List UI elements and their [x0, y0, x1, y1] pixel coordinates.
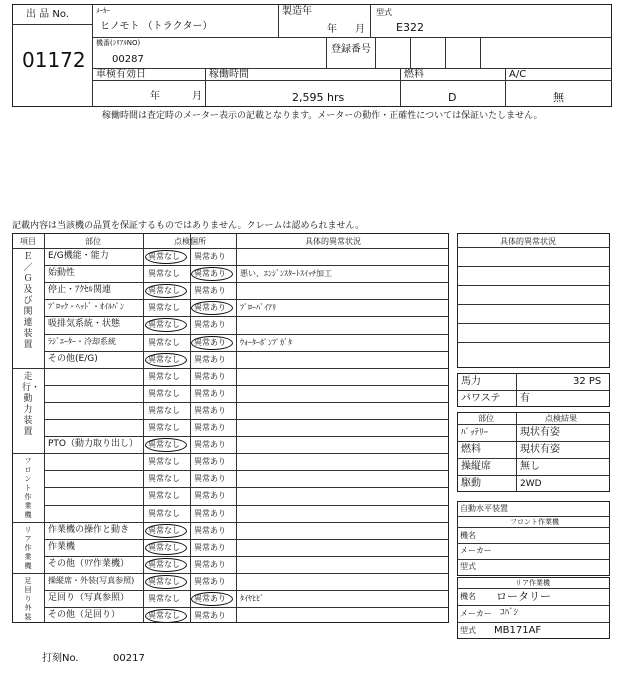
- status-ng: 異常あり: [194, 576, 226, 586]
- section-title: リア作業機: [24, 525, 32, 570]
- check-cab-value: 無し: [520, 461, 540, 472]
- row-part: E/G機能・能力: [48, 251, 109, 261]
- spec-hp-label: 馬力: [461, 376, 481, 387]
- table-row: [44, 299, 449, 316]
- row-part: 始動性: [48, 268, 76, 279]
- status-ng: 異常あり: [194, 371, 226, 381]
- checks-part-header: 部位: [478, 414, 494, 423]
- front-implement-title: フロント作業機: [510, 518, 559, 526]
- check-drive-value: 2WD: [520, 479, 542, 489]
- table-row: [44, 334, 449, 351]
- selected-status-circle: [191, 336, 233, 350]
- col-header-detail: 具体的異常状況: [305, 237, 361, 246]
- status-ng: 異常あり: [194, 559, 226, 569]
- status-ng: 異常あり: [194, 405, 226, 415]
- inspection-nen: 年: [150, 91, 160, 102]
- status-ok: 異常なし: [148, 508, 180, 518]
- inspection-label: 車検有効日: [96, 69, 146, 80]
- table-row: [44, 607, 449, 624]
- inspection-tsuki: 月: [192, 91, 202, 102]
- check-battery-value: 現状有姿: [520, 427, 560, 438]
- row-part: PTO（動力取り出し）: [48, 439, 139, 450]
- status-ng: 異常あり: [194, 252, 226, 261]
- selected-status-circle: [191, 301, 233, 315]
- front-model-label: 型式: [460, 562, 476, 571]
- table-row: [44, 590, 449, 607]
- section-title: フロント作業機: [24, 457, 32, 519]
- registration-label: 登録番号: [331, 44, 371, 55]
- table-row: [44, 282, 449, 299]
- maker-label: ﾒｰｶｰ: [96, 7, 110, 15]
- row-part: 操縦席・外装(写真参照): [48, 575, 135, 585]
- table-row: [44, 556, 449, 573]
- row-detail: ｳｫｰﾀｰﾎﾟﾝﾌﾟｶﾞﾀ: [240, 337, 292, 347]
- year-label: 製造年: [282, 6, 312, 17]
- table-row: [44, 453, 449, 470]
- col-header-check: 点検個所: [174, 237, 206, 246]
- status-ok: 異常なし: [148, 440, 180, 450]
- status-ng: 異常あり: [194, 474, 226, 484]
- status-ok: 異常なし: [148, 303, 180, 313]
- check-fuel-value: 現状有姿: [520, 444, 560, 455]
- selected-status-circle: [145, 353, 187, 367]
- front-name-label: 機名: [460, 531, 476, 540]
- status-ng: 異常あり: [194, 320, 226, 330]
- selected-status-circle: [145, 541, 187, 555]
- status-ng: 異常あり: [194, 303, 226, 313]
- selected-status-circle: [145, 438, 187, 452]
- selected-status-circle: [145, 284, 187, 298]
- hours-value: 2,595 hrs: [292, 91, 345, 104]
- status-ok: 異常なし: [148, 320, 180, 330]
- spec-ps-value: 有: [520, 393, 530, 404]
- table-row: [44, 385, 449, 402]
- check-battery-label: ﾊﾞｯﾃﾘｰ: [461, 428, 489, 438]
- status-ok: 異常なし: [148, 269, 180, 279]
- status-ok: 異常なし: [148, 252, 180, 261]
- fuel-value: D: [448, 91, 457, 104]
- status-ok: 異常なし: [148, 474, 180, 484]
- row-detail: 悪い、ｴﾝｼﾞﾝｽﾀｰﾄｽｲｯﾁ加工: [240, 269, 332, 279]
- status-ok: 異常なし: [148, 576, 180, 586]
- rear-maker-label: メーカー: [460, 609, 492, 618]
- status-ng: 異常あり: [194, 457, 226, 467]
- row-part: 足回り（写真参照）: [48, 593, 130, 603]
- selected-status-circle: [145, 318, 187, 332]
- row-detail: ﾀｲﾔﾋﾋﾞ: [240, 594, 264, 603]
- front-maker-label: メーカー: [460, 546, 492, 555]
- serial-value: 00287: [112, 54, 144, 65]
- spec-hp-value: 32 PS: [573, 376, 602, 387]
- status-ng: 異常あり: [194, 286, 226, 296]
- rear-maker-value: ｺﾊﾞｼ: [500, 608, 519, 618]
- claim-note: 記載内容は当該機の品質を保証するものではありません。クレームは認められません。: [12, 221, 365, 231]
- status-ng: 異常あり: [194, 542, 226, 552]
- lot-label: 出 品 No.: [26, 9, 69, 20]
- spec-ps-label: パワステ: [461, 393, 501, 404]
- detail-box: [457, 233, 610, 368]
- table-row: [44, 522, 449, 539]
- status-ok: 異常なし: [148, 542, 180, 552]
- section-title: Ｅ／Ｇ及び関連装置: [23, 252, 33, 350]
- model-label: 型式: [376, 8, 392, 17]
- status-ng: 異常あり: [194, 388, 226, 398]
- ac-value: 無: [553, 91, 564, 104]
- table-row: [44, 351, 449, 368]
- status-ng: 異常あり: [194, 423, 226, 432]
- status-ng: 異常あり: [194, 337, 226, 347]
- year-nen: 年: [327, 24, 337, 35]
- stamp-number: 00217: [113, 653, 145, 664]
- status-ng: 異常あり: [194, 611, 226, 621]
- section-title: 走行・動力装置: [22, 371, 41, 437]
- status-ok: 異常なし: [148, 354, 180, 364]
- status-ok: 異常なし: [148, 337, 180, 347]
- rear-model-value: MB171AF: [494, 625, 542, 636]
- selected-status-circle: [145, 609, 187, 623]
- status-ok: 異常なし: [148, 491, 180, 501]
- rear-name-label: 機名: [460, 592, 476, 601]
- status-ok: 異常なし: [148, 405, 180, 415]
- row-part: その他（足回り）: [48, 610, 121, 621]
- lot-number: 01172: [22, 48, 86, 72]
- row-part: 停止・ｱｸｾﾙ関連: [48, 285, 112, 296]
- hours-label: 稼働時間: [209, 69, 249, 80]
- model-value: E322: [396, 21, 424, 34]
- status-ng: 異常あり: [194, 269, 226, 279]
- table-row: [44, 265, 449, 282]
- table-row: [44, 402, 449, 419]
- hours-note: 稼働時間は査定時のメーター表示の記載となります。メーターの動作・正確性については保証いたしません。: [102, 111, 543, 121]
- status-ng: 異常あり: [194, 594, 226, 603]
- row-part: ﾌﾞﾛｯｸ・ﾍｯﾄﾞ・ｵｲﾙﾊﾟﾝ: [48, 302, 124, 312]
- status-ok: 異常なし: [148, 594, 180, 603]
- status-ok: 異常なし: [148, 611, 180, 621]
- year-tsuki: 月: [355, 24, 365, 35]
- status-ng: 異常あり: [194, 440, 226, 450]
- status-ng: 異常あり: [194, 525, 226, 535]
- checks-result-header: 点検結果: [545, 414, 577, 423]
- table-row: [44, 368, 449, 385]
- table-row: [44, 573, 449, 590]
- col-header-item: 項目: [20, 237, 36, 246]
- check-drive-label: 駆動: [461, 478, 481, 489]
- selected-status-circle: [191, 267, 233, 281]
- row-part: 吸排気系統・状態: [48, 319, 121, 330]
- rear-implement-title: リア作業機: [515, 579, 550, 587]
- maker-value: ヒノモト （トラクター）: [100, 21, 213, 32]
- detail-box-header: 具体的異常状況: [500, 237, 556, 246]
- status-ok: 異常なし: [148, 423, 180, 432]
- table-row: [44, 316, 449, 333]
- status-ng: 異常あり: [194, 354, 226, 364]
- table-row: [44, 419, 449, 436]
- table-row: [44, 505, 449, 522]
- col-header-part: 部位: [85, 237, 101, 246]
- selected-status-circle: [145, 524, 187, 538]
- row-part: 作業機: [48, 541, 76, 552]
- table-row: [44, 487, 449, 504]
- table-row: [44, 248, 449, 265]
- row-detail: ﾌﾞﾛｰﾊﾞｲｱﾘ: [240, 303, 276, 313]
- status-ok: 異常なし: [148, 286, 180, 296]
- auto-level-label: 自動水平装置: [460, 504, 508, 513]
- status-ng: 異常あり: [194, 508, 226, 518]
- serial-label: 機番(ｼﾘｱﾙNO): [96, 39, 141, 47]
- row-part: その他（ﾘｱ作業機）: [48, 558, 130, 569]
- table-row: [44, 470, 449, 487]
- fuel-label: 燃料: [404, 69, 424, 80]
- table-row: [44, 539, 449, 556]
- status-ok: 異常なし: [148, 559, 180, 569]
- rear-name-value: ロータリー: [496, 590, 551, 603]
- selected-status-circle: [145, 575, 187, 589]
- stamp-label: 打刻No.: [42, 653, 79, 664]
- status-ng: 異常あり: [194, 491, 226, 501]
- status-ok: 異常なし: [148, 371, 180, 381]
- selected-status-circle: [145, 250, 187, 264]
- selected-status-circle: [191, 592, 233, 606]
- table-row: [44, 436, 449, 453]
- rear-model-label: 型式: [460, 626, 476, 635]
- check-fuel-label: 燃料: [461, 444, 481, 455]
- row-part: その他(E/G): [48, 353, 98, 364]
- row-part: ﾗｼﾞｴｰﾀｰ・冷却系統: [48, 336, 116, 346]
- status-ok: 異常なし: [148, 525, 180, 535]
- check-cab-label: 操縦席: [461, 461, 491, 472]
- status-ok: 異常なし: [148, 457, 180, 467]
- section-title: 足回り外装: [24, 576, 32, 622]
- ac-label: A/C: [509, 69, 527, 80]
- status-ok: 異常なし: [148, 388, 180, 398]
- selected-status-circle: [145, 558, 187, 572]
- row-part: 作業機の操作と動き: [48, 524, 130, 535]
